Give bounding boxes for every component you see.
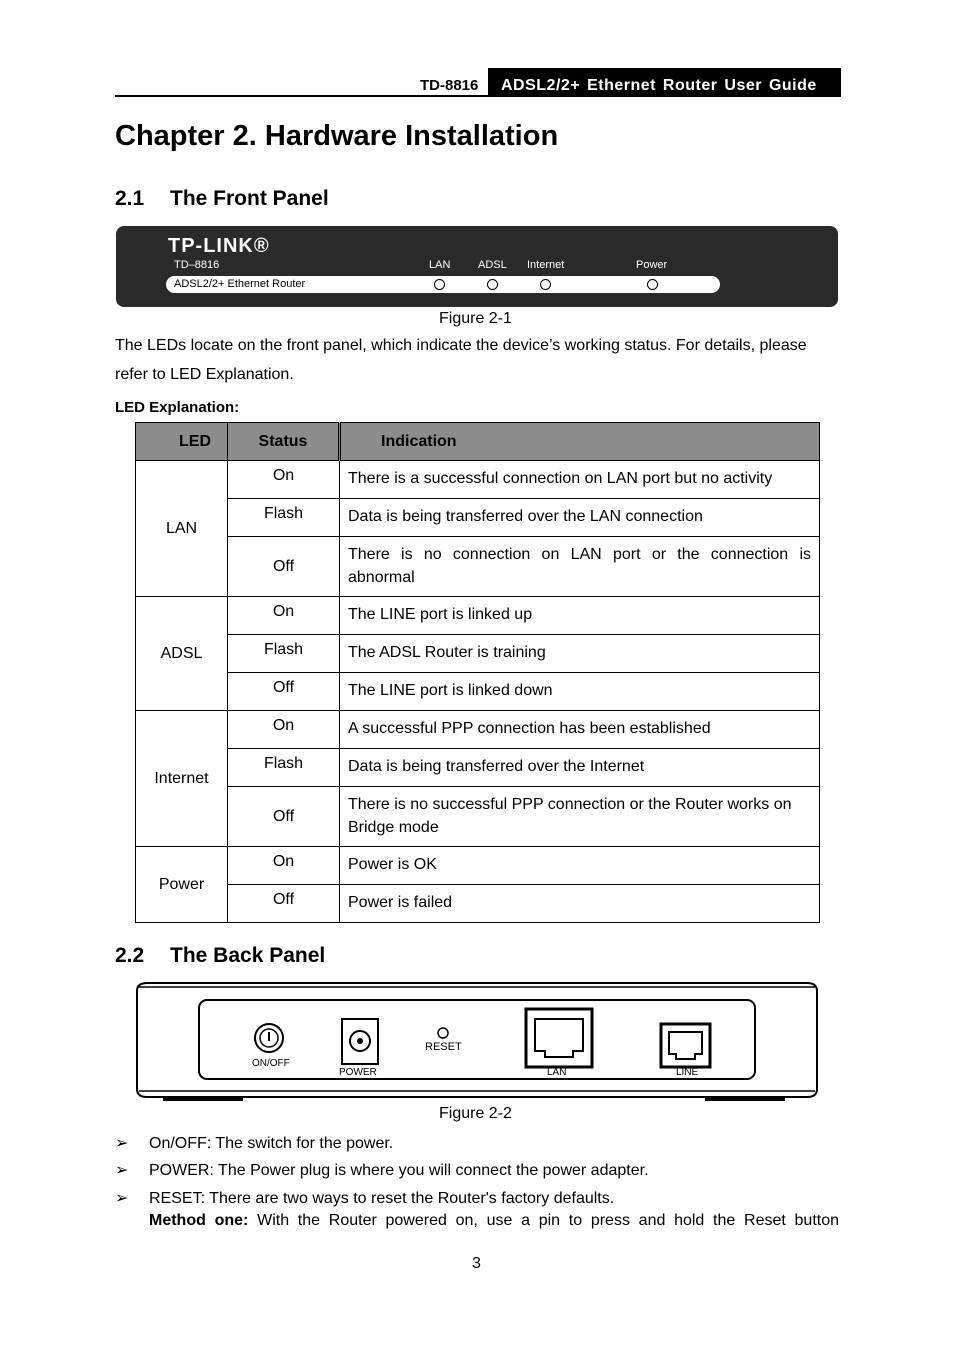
- power-led-icon: [647, 279, 658, 290]
- list-item: [115, 1133, 393, 1153]
- led-name-cell: ADSL: [136, 597, 228, 711]
- column-header-led: LED: [136, 423, 228, 461]
- led-table: [135, 422, 820, 923]
- list-item-text: On/OFF: The switch for the power.: [149, 1135, 394, 1152]
- list-item-text: RESET: There are two ways to reset the Router's factory defaults.: [149, 1190, 615, 1207]
- header-model: TD-8816: [420, 77, 479, 94]
- back-panel-drawing: [135, 981, 819, 1101]
- front-panel-strip: [166, 276, 720, 293]
- indication-cell: Power is OK: [340, 847, 820, 885]
- indication-cell: The LINE port is linked up: [340, 597, 820, 635]
- figure-caption: Figure 2-1: [439, 310, 512, 327]
- indication-cell: The ADSL Router is training: [340, 635, 820, 673]
- section-title: The Front Panel: [170, 187, 329, 210]
- table-row: [136, 673, 820, 711]
- status-cell: On: [228, 461, 340, 499]
- method-one-label: Method one:: [149, 1212, 249, 1229]
- table-row: [136, 461, 820, 499]
- table-row: [136, 537, 820, 597]
- method-one-paragraph: [149, 1212, 839, 1230]
- status-cell: Off: [228, 787, 340, 847]
- column-header-status: Status: [228, 423, 340, 461]
- led-name-cell: Power: [136, 847, 228, 923]
- onoff-label: ON/OFF: [252, 1058, 290, 1069]
- status-cell: Off: [228, 673, 340, 711]
- lan-led-icon: [434, 279, 445, 290]
- indication-cell: The LINE port is linked down: [340, 673, 820, 711]
- table-row: [136, 597, 820, 635]
- list-item-text: POWER: The Power plug is where you will connect the power adapter.: [149, 1162, 649, 1179]
- table-row: [136, 499, 820, 537]
- reset-hole-icon: [438, 1028, 448, 1038]
- line-label: LINE: [676, 1067, 699, 1078]
- list-item: [115, 1160, 649, 1180]
- lan-label: LAN: [547, 1067, 567, 1078]
- led-name-cell: LAN: [136, 461, 228, 597]
- list-item: [115, 1188, 614, 1208]
- indication-cell: There is no connection on LAN port or the connection is abnormal: [340, 537, 820, 597]
- status-cell: On: [228, 847, 340, 885]
- section-heading-front-panel: [115, 187, 329, 211]
- front-led-label-power: Power: [636, 259, 668, 271]
- indication-cell: There is a successful connection on LAN port but no activity: [340, 461, 820, 499]
- front-led-label-lan: LAN: [429, 259, 451, 271]
- column-header-indication: Indication: [340, 423, 820, 461]
- table-header-row: [136, 423, 820, 461]
- front-panel-model: TD–8816: [174, 259, 220, 271]
- section-number: 2.1: [115, 187, 145, 210]
- status-cell: Flash: [228, 499, 340, 537]
- table-row: [136, 635, 820, 673]
- front-led-label-internet: Internet: [527, 259, 565, 271]
- section-heading-back-panel: [115, 944, 325, 968]
- table-row: [136, 847, 820, 885]
- indication-cell: Power is failed: [340, 885, 820, 923]
- header-rule: [115, 95, 841, 97]
- led-name-cell: Internet: [136, 711, 228, 847]
- adsl-led-icon: [487, 279, 498, 290]
- section-number: 2.2: [115, 944, 145, 967]
- table-row: [136, 787, 820, 847]
- table-row: [136, 749, 820, 787]
- method-one-text: With the Router powered on, use a pin to press and hold the Reset button: [248, 1212, 840, 1229]
- indication-cell: A successful PPP connection has been established: [340, 711, 820, 749]
- front-panel-strip-text: ADSL2/2+ Ethernet Router: [174, 278, 306, 290]
- internet-led-icon: [540, 279, 551, 290]
- reset-label: RESET: [425, 1041, 462, 1053]
- bullet-arrow-icon: ➢: [115, 1135, 129, 1152]
- tp-link-logo: TP-LINK®: [168, 235, 270, 257]
- figure-caption: Figure 2-2: [439, 1105, 512, 1122]
- status-cell: Off: [228, 537, 340, 597]
- section-title: The Back Panel: [170, 944, 326, 967]
- status-cell: Flash: [228, 635, 340, 673]
- status-cell: On: [228, 711, 340, 749]
- indication-cell: Data is being transferred over the LAN connection: [340, 499, 820, 537]
- bullet-arrow-icon: ➢: [115, 1162, 129, 1179]
- bullet-arrow-icon: ➢: [115, 1190, 129, 1207]
- intro-paragraph: The LEDs locate on the front panel, which indicate the device’s working status. For details, please refer to LED Explanation.: [115, 337, 807, 383]
- power-label: POWER: [339, 1067, 377, 1078]
- led-explanation-title: LED Explanation:: [115, 399, 240, 416]
- indication-cell: Data is being transferred over the Internet: [340, 749, 820, 787]
- front-led-label-adsl: ADSL: [478, 259, 507, 271]
- status-cell: On: [228, 597, 340, 635]
- front-panel-figure: [116, 226, 838, 307]
- table-row: [136, 885, 820, 923]
- indication-cell: There is no successful PPP connection or the Router works on Bridge mode: [340, 787, 820, 847]
- status-cell: Flash: [228, 749, 340, 787]
- page-number: 3: [472, 1255, 481, 1272]
- header-guide-title: ADSL2/2+ Ethernet Router User Guide: [501, 77, 817, 94]
- chapter-title: Chapter 2. Hardware Installation: [115, 120, 559, 152]
- back-panel-figure: [135, 981, 819, 1101]
- table-row: [136, 711, 820, 749]
- status-cell: Off: [228, 885, 340, 923]
